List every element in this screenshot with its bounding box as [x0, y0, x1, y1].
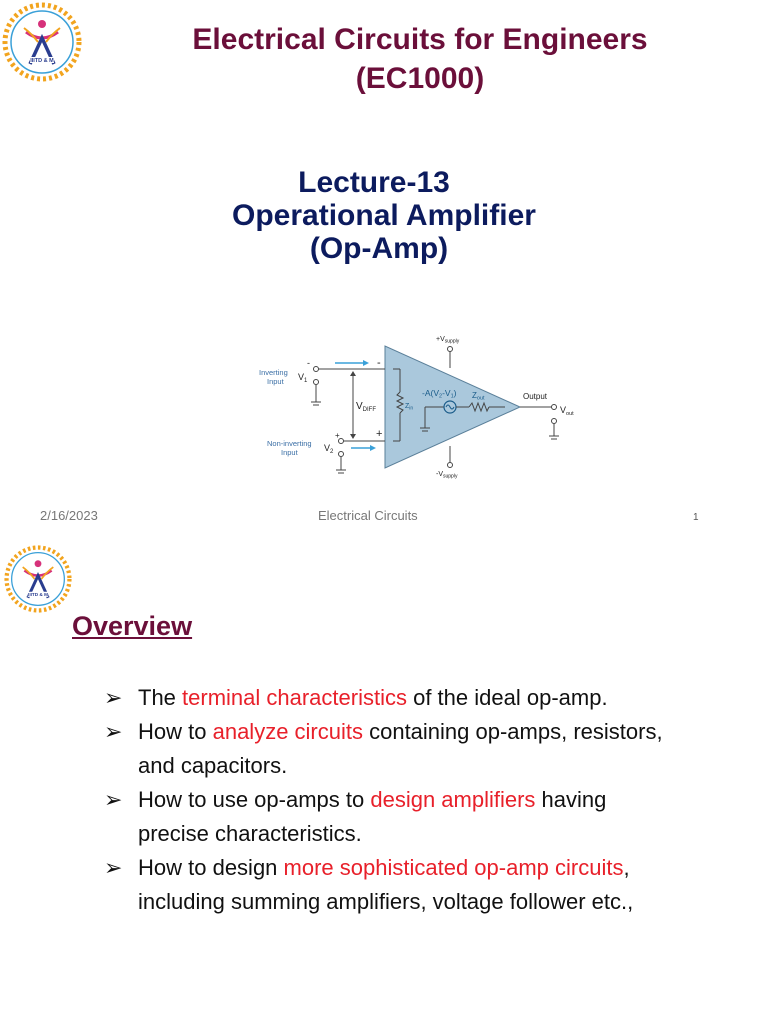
arrow-bullet-icon: ➢ — [104, 719, 123, 744]
lecture-number: Lecture-13 — [298, 166, 450, 199]
lecture-topic-abbrev: (Op-Amp) — [309, 232, 449, 265]
vsupply-neg-sub: supply — [443, 473, 458, 480]
vdiff-label: V — [356, 401, 363, 412]
institute-emblem-icon — [4, 545, 72, 613]
bullet-highlight: more sophisticated op-amp circuits — [283, 855, 624, 880]
vsupply-pos: +V — [436, 336, 445, 343]
course-title-line1: Electrical Circuits for Engineers — [192, 23, 648, 56]
svg-text:+Vsupply — [436, 336, 460, 345]
arrow-bullet-icon: ➢ — [104, 855, 123, 880]
lecture-title — [0, 166, 768, 265]
gain-a: -A(V — [422, 388, 439, 398]
bullet-text-pre: How to — [138, 719, 213, 744]
output-label: Output — [523, 392, 548, 401]
footer-date: 2/16/2023 — [40, 508, 98, 523]
bullet-highlight: design amplifiers — [370, 787, 536, 812]
page-number: 1 — [693, 512, 699, 523]
bullet-text-pre: The — [138, 685, 183, 710]
svg-text:V1 — [298, 372, 308, 384]
v2-sub: 2 — [330, 449, 334, 455]
noninv-label-1: Non-inverting — [267, 439, 312, 448]
vout-label: V — [560, 405, 567, 415]
noninv-plus: + — [335, 431, 340, 440]
arrow-bullet-icon: ➢ — [104, 787, 123, 812]
vsupply-neg: -V — [436, 471, 443, 478]
logo-text: IIITD & M — [30, 58, 54, 64]
gain-end: ) — [453, 388, 457, 398]
bullet-highlight: analyze circuits — [212, 719, 363, 744]
gain-sub-b: 1 — [450, 393, 454, 400]
bullet-highlight: terminal characteristics — [182, 685, 407, 710]
course-title-line2: (EC1000) — [355, 62, 485, 95]
institute-emblem-icon — [2, 2, 82, 82]
svg-text:V2 — [324, 443, 334, 455]
vsupply-pos-sub: supply — [444, 338, 460, 345]
list-item — [104, 681, 664, 715]
v1-sub: 1 — [304, 378, 308, 384]
v2-label: V — [324, 443, 331, 453]
svg-text:-Vsupply — [436, 471, 458, 480]
overview-heading: Overview — [72, 611, 193, 641]
inverting-minus: - — [307, 358, 310, 368]
svg-text:VDIFF — [356, 401, 376, 413]
bullet-text-pre: How to use op-amps to — [138, 787, 371, 812]
plus-terminal: + — [376, 428, 383, 440]
svg-text:Vout — [560, 405, 574, 417]
logo-text: IIITD & M — [28, 592, 48, 597]
noninv-label-2: Input — [281, 448, 298, 457]
minus-terminal: - — [377, 357, 381, 369]
lecture-topic: Operational Amplifier — [232, 199, 536, 232]
gain-mid: -V — [442, 388, 451, 398]
arrow-bullet-icon: ➢ — [104, 685, 123, 710]
overview-list — [104, 681, 664, 919]
bullet-text-post: having precise characteristics. — [138, 787, 607, 846]
list-item — [104, 851, 664, 919]
vout-sub: out — [566, 411, 574, 417]
bullet-text-post: , including summing amplifiers, voltage follower etc., — [138, 855, 634, 914]
op-amp-diagram — [255, 328, 585, 480]
inverting-label-1: Inverting — [259, 368, 288, 377]
course-title — [130, 20, 710, 98]
zin-sub: in — [409, 405, 414, 412]
list-item — [104, 715, 664, 783]
overview-slide — [0, 535, 768, 1024]
zin-label: Z — [405, 403, 410, 410]
v1-label: V — [298, 372, 305, 382]
zout-sub: out — [476, 395, 485, 402]
bullet-text-post: of the ideal op-amp. — [406, 685, 608, 710]
vdiff-sub: DIFF — [362, 407, 377, 413]
gain-sub-a: 2 — [439, 393, 443, 400]
list-item — [104, 783, 664, 851]
inverting-label-2: Input — [267, 377, 284, 386]
footer-title: Electrical Circuits — [318, 508, 418, 523]
bullet-text-post: containing op-amps, resistors, and capacitors. — [138, 719, 663, 778]
bullet-text-pre: How to design — [138, 855, 284, 880]
zout-label: Z — [472, 391, 477, 400]
